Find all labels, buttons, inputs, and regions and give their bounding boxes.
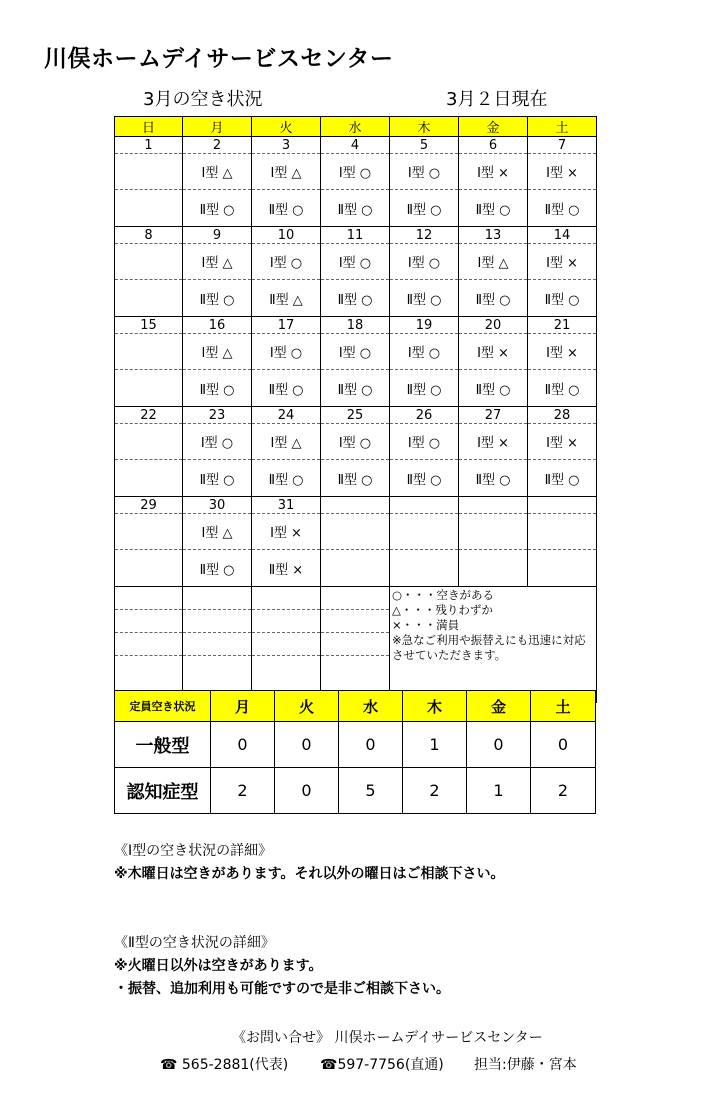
blank-cell bbox=[115, 610, 183, 633]
type1-status bbox=[459, 514, 528, 550]
blank-cell bbox=[183, 610, 252, 633]
type2-text-2: ・振替、追加利用も可能ですので是非ご相談下さい。 bbox=[114, 981, 450, 997]
type2-status: Ⅱ型 ○ bbox=[390, 190, 459, 227]
type2-status: Ⅱ型 ○ bbox=[528, 460, 597, 497]
type1-status: Ⅰ型 × bbox=[528, 424, 597, 460]
type1-status: Ⅰ型 △ bbox=[183, 154, 252, 190]
capacity-value: 0 bbox=[339, 722, 403, 768]
legend-item: ※急なご利用や振替えにも迅速に対応させていただきます。 bbox=[392, 633, 586, 662]
blank-cell bbox=[321, 610, 390, 633]
type2-status: Ⅱ型 ○ bbox=[459, 280, 528, 317]
type1-heading: 《Ⅰ型の空き状況の詳細》 bbox=[114, 843, 273, 859]
staff-names: 担当:伊藤・宮本 bbox=[474, 1057, 577, 1073]
type1-status: Ⅰ型 × bbox=[459, 424, 528, 460]
type1-status: Ⅰ型 × bbox=[528, 334, 597, 370]
date-cell: 11 bbox=[321, 227, 390, 244]
type1-status: Ⅰ型 ○ bbox=[321, 244, 390, 280]
type2-status: Ⅱ型 ○ bbox=[390, 280, 459, 317]
date-cell: 27 bbox=[459, 407, 528, 424]
date-cell: 4 bbox=[321, 137, 390, 154]
legend-item: ○・・・空きがある bbox=[392, 588, 495, 602]
type1-status: Ⅰ型 ○ bbox=[321, 424, 390, 460]
date-cell: 18 bbox=[321, 317, 390, 334]
day-header: 金 bbox=[459, 117, 528, 137]
type1-status: Ⅰ型 △ bbox=[459, 244, 528, 280]
type1-text: ※木曜日は空きがあります。それ以外の曜日はご相談下さい。 bbox=[114, 866, 505, 882]
date-cell: 30 bbox=[183, 497, 252, 514]
type1-status bbox=[115, 424, 183, 460]
type2-status: Ⅱ型 ○ bbox=[459, 460, 528, 497]
blank-cell bbox=[252, 610, 321, 633]
capacity-value: 0 bbox=[275, 722, 339, 768]
type2-status: Ⅱ型 ○ bbox=[252, 190, 321, 227]
blank-cell bbox=[115, 633, 183, 656]
legend-box bbox=[390, 587, 597, 703]
type2-heading: 《Ⅱ型の空き状況の詳細》 bbox=[114, 935, 275, 951]
capacity-day-header: 水 bbox=[339, 691, 403, 722]
type1-status: Ⅰ型 ○ bbox=[252, 244, 321, 280]
capacity-row-label: 一般型 bbox=[115, 722, 211, 768]
type1-status: Ⅰ型 ○ bbox=[390, 424, 459, 460]
blank-cell bbox=[183, 633, 252, 656]
date-cell: 5 bbox=[390, 137, 459, 154]
type1-status bbox=[115, 334, 183, 370]
type1-status: Ⅰ型 △ bbox=[183, 334, 252, 370]
type1-status bbox=[390, 514, 459, 550]
type2-status: Ⅱ型 ○ bbox=[459, 370, 528, 407]
type2-status: Ⅱ型 ○ bbox=[252, 460, 321, 497]
type2-status: Ⅱ型 ○ bbox=[183, 550, 252, 587]
type1-status: Ⅰ型 ○ bbox=[321, 154, 390, 190]
type2-status: Ⅱ型 ○ bbox=[321, 190, 390, 227]
type1-status: Ⅰ型 △ bbox=[252, 424, 321, 460]
type1-status: Ⅰ型 × bbox=[459, 334, 528, 370]
type1-status: Ⅰ型 ○ bbox=[252, 334, 321, 370]
blank-cell bbox=[252, 633, 321, 656]
blank-cell bbox=[183, 587, 252, 610]
month-subtitle: 3月の空き状況 bbox=[143, 89, 263, 110]
type2-status: Ⅱ型 ○ bbox=[459, 190, 528, 227]
as-of-date: 3月２日現在 bbox=[446, 89, 548, 110]
date-cell: 12 bbox=[390, 227, 459, 244]
type2-status: Ⅱ型 × bbox=[252, 550, 321, 587]
date-cell: 19 bbox=[390, 317, 459, 334]
capacity-day-header: 火 bbox=[275, 691, 339, 722]
type2-status: Ⅱ型 ○ bbox=[528, 370, 597, 407]
date-cell: 16 bbox=[183, 317, 252, 334]
capacity-value: 0 bbox=[211, 722, 275, 768]
type1-status bbox=[115, 244, 183, 280]
type2-status bbox=[115, 460, 183, 497]
type2-text-1: ※火曜日以外は空きがあります。 bbox=[114, 958, 323, 974]
date-cell bbox=[390, 497, 459, 514]
capacity-day-header: 木 bbox=[403, 691, 467, 722]
date-cell: 1 bbox=[115, 137, 183, 154]
capacity-label: 定員空き状況 bbox=[115, 691, 211, 722]
type2-status: Ⅱ型 ○ bbox=[183, 370, 252, 407]
date-cell: 6 bbox=[459, 137, 528, 154]
type2-status bbox=[115, 190, 183, 227]
date-cell: 13 bbox=[459, 227, 528, 244]
capacity-value: 0 bbox=[467, 722, 531, 768]
type2-status: Ⅱ型 ○ bbox=[183, 280, 252, 317]
type2-status bbox=[321, 550, 390, 587]
type2-status bbox=[115, 370, 183, 407]
type2-status: Ⅱ型 ○ bbox=[252, 370, 321, 407]
type2-status bbox=[459, 550, 528, 587]
type1-status: Ⅰ型 △ bbox=[252, 154, 321, 190]
capacity-day-header: 金 bbox=[467, 691, 531, 722]
capacity-day-header: 月 bbox=[211, 691, 275, 722]
date-cell: 21 bbox=[528, 317, 597, 334]
day-header: 月 bbox=[183, 117, 252, 137]
date-cell: 29 bbox=[115, 497, 183, 514]
capacity-value: 0 bbox=[275, 768, 339, 814]
type1-status: Ⅰ型 × bbox=[459, 154, 528, 190]
type2-status: Ⅱ型 ○ bbox=[528, 190, 597, 227]
date-cell: 14 bbox=[528, 227, 597, 244]
day-header: 日 bbox=[115, 117, 183, 137]
date-cell: 8 bbox=[115, 227, 183, 244]
type1-status: Ⅰ型 ○ bbox=[183, 424, 252, 460]
type2-status: Ⅱ型 ○ bbox=[183, 460, 252, 497]
capacity-row-label: 認知症型 bbox=[115, 768, 211, 814]
type1-status: Ⅰ型 ○ bbox=[390, 244, 459, 280]
blank-cell bbox=[321, 633, 390, 656]
type2-status: Ⅱ型 ○ bbox=[528, 280, 597, 317]
date-cell: 3 bbox=[252, 137, 321, 154]
legend-item: ×・・・満員 bbox=[392, 618, 460, 632]
capacity-value: 1 bbox=[467, 768, 531, 814]
type1-status bbox=[321, 514, 390, 550]
type1-status bbox=[528, 514, 597, 550]
type2-status: Ⅱ型 △ bbox=[252, 280, 321, 317]
day-header: 木 bbox=[390, 117, 459, 137]
date-cell: 15 bbox=[115, 317, 183, 334]
availability-calendar bbox=[114, 116, 597, 703]
capacity-value: 1 bbox=[403, 722, 467, 768]
date-cell: 17 bbox=[252, 317, 321, 334]
date-cell: 25 bbox=[321, 407, 390, 424]
capacity-day-header: 土 bbox=[531, 691, 596, 722]
type2-status bbox=[390, 550, 459, 587]
day-header: 土 bbox=[528, 117, 597, 137]
date-cell: 20 bbox=[459, 317, 528, 334]
type2-status: Ⅱ型 ○ bbox=[321, 370, 390, 407]
date-cell: 23 bbox=[183, 407, 252, 424]
day-header: 水 bbox=[321, 117, 390, 137]
date-cell: 9 bbox=[183, 227, 252, 244]
type1-status bbox=[115, 514, 183, 550]
phone-direct: ☎597-7756(直通) bbox=[320, 1057, 444, 1073]
date-cell: 24 bbox=[252, 407, 321, 424]
date-cell bbox=[459, 497, 528, 514]
capacity-value: 2 bbox=[531, 768, 596, 814]
type2-status: Ⅱ型 ○ bbox=[321, 460, 390, 497]
capacity-value: 5 bbox=[339, 768, 403, 814]
type1-status: Ⅰ型 ○ bbox=[321, 334, 390, 370]
inquiry-line: 《お問い合せ》 川俣ホームデイサービスセンター bbox=[232, 1030, 543, 1046]
type2-status: Ⅱ型 ○ bbox=[183, 190, 252, 227]
type2-status: Ⅱ型 ○ bbox=[321, 280, 390, 317]
type1-status bbox=[115, 154, 183, 190]
legend-item: △・・・残りわずか bbox=[392, 603, 493, 617]
type1-status: Ⅰ型 × bbox=[528, 244, 597, 280]
blank-cell bbox=[115, 587, 183, 610]
date-cell: 10 bbox=[252, 227, 321, 244]
type1-status: Ⅰ型 △ bbox=[183, 514, 252, 550]
type2-status bbox=[115, 550, 183, 587]
type2-status: Ⅱ型 ○ bbox=[390, 370, 459, 407]
type1-status: Ⅰ型 × bbox=[252, 514, 321, 550]
capacity-value: 2 bbox=[211, 768, 275, 814]
date-cell bbox=[321, 497, 390, 514]
day-header: 火 bbox=[252, 117, 321, 137]
type1-status: Ⅰ型 × bbox=[528, 154, 597, 190]
type2-status bbox=[115, 280, 183, 317]
page-title: 川俣ホームデイサービスセンター bbox=[44, 46, 394, 72]
date-cell: 7 bbox=[528, 137, 597, 154]
capacity-value: 0 bbox=[531, 722, 596, 768]
type1-status: Ⅰ型 ○ bbox=[390, 334, 459, 370]
capacity-table bbox=[114, 690, 596, 814]
type2-status bbox=[528, 550, 597, 587]
blank-cell bbox=[252, 587, 321, 610]
date-cell: 31 bbox=[252, 497, 321, 514]
capacity-value: 2 bbox=[403, 768, 467, 814]
date-cell bbox=[528, 497, 597, 514]
date-cell: 28 bbox=[528, 407, 597, 424]
type1-status: Ⅰ型 ○ bbox=[390, 154, 459, 190]
blank-cell bbox=[321, 587, 390, 610]
date-cell: 22 bbox=[115, 407, 183, 424]
type1-status: Ⅰ型 △ bbox=[183, 244, 252, 280]
date-cell: 26 bbox=[390, 407, 459, 424]
type2-status: Ⅱ型 ○ bbox=[390, 460, 459, 497]
date-cell: 2 bbox=[183, 137, 252, 154]
phone-main: ☎ 565-2881(代表) bbox=[160, 1057, 289, 1073]
